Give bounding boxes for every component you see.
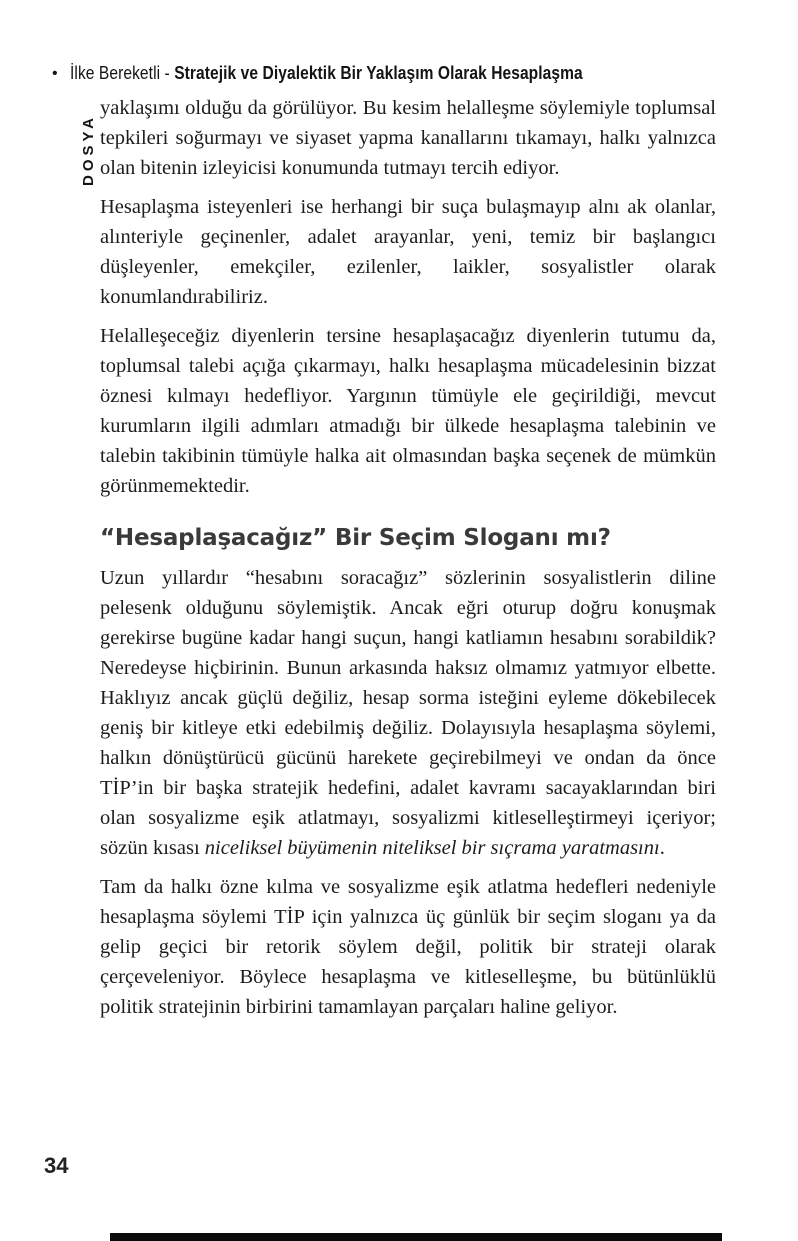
- paragraph: Tam da halkı özne kılma ve sosyalizme eşik atlatma hedefleri nedeniyle hesaplaşma söylemi TİP için yalnızca üç günlük bir seçim sloganı ya da gelip geçici bir retorik söylem değil, politik bir strateji olarak çerçeveleniyor. Böylece hesaplaşma ve kitleselleşme, bu bütünlüklü politik stratejinin birbirini tamamlayan parçaları haline geliyor.: [100, 876, 716, 1018]
- scan-edge-bar: [110, 1233, 722, 1241]
- paragraph: Hesaplaşma isteyenleri ise herhangi bir suça bulaşmayıp alnı ak olanlar, alınteriyle geçinenler, adalet arayanlar, yeni, temiz bir başlangıcı düşleyenler, emekçiler, ezilenler, laikler, sosyalistler olarak konumlandırabiliriz.: [100, 196, 716, 308]
- running-header-text: [70, 62, 583, 84]
- running-header: [52, 62, 680, 84]
- bullet-icon: •: [52, 65, 58, 82]
- paragraph-tail: .: [659, 837, 665, 859]
- section-side-label: DOSYA: [80, 114, 97, 186]
- header-author: İlke Bereketli -: [69, 62, 174, 83]
- paragraph-emphasis: niceliksel büyümenin niteliksel bir sıçrama yaratmasını: [204, 837, 660, 859]
- page-number: 34: [44, 1153, 69, 1178]
- paragraph: [100, 563, 716, 863]
- paragraph: Helalleşeceğiz diyenlerin tersine hesaplaşacağız diyenlerin tutumu da, toplumsal talebi açığa çıkarmayı, halkı hesaplaşma mücadelesinin bizzat öznesi kılmayı hedefliyor. Yargının tümüyle ele geçirildiği, mevcut kurumların ilgili adımları atmadığı bir ülkede hesaplaşma talebinin ve talebin takibinin tümüyle halka ait olmasından başka seçenek de mümkün görünmemektedir.: [100, 325, 716, 497]
- paragraph-lead: Uzun yıllardır “hesabını soracağız” sözlerinin sosyalistlerin diline pelesenk olduğunu söylemiştik. Ancak eğri oturup doğru konuşmak gerekirse bugüne kadar hangi suçun, hangi katliamın hesabını sorabildik? Neredeyse hiçbirinin. Bunun arkasında haksız olmamız yatmıyor elbette. Haklıyız ancak güçlü değiliz, hesap sorma isteğini eyleme dökebilecek geniş bir kitleye etki edebilmiş değiliz. Dolayısıyla hesaplaşma söylemi, halkın dönüştürücü gücünü harekete geçirebilmeyi ve ondan da önce TİP’in bir başka stratejik hedefini, adalet kavramı sacayaklarından biri olan sosyalizme eşik atlatmayı, sosyalizmi kitleselleştirmeyi içeriyor; sözün kısası: [100, 567, 716, 859]
- paragraph: yaklaşımı olduğu da görülüyor. Bu kesim helalleşme söylemiyle toplumsal tepkileri soğurmayı ve siyaset yapma kanallarını tıkamayı, halkı yalnızca olan bitenin izleyicisi konumunda tutmayı tercih ediyor.: [100, 97, 716, 179]
- section-heading: “Hesaplaşacağız” Bir Seçim Sloganı mı?: [100, 525, 611, 551]
- header-article-title: Stratejik ve Diyalektik Bir Yaklaşım Olarak Hesaplaşma: [173, 62, 583, 83]
- body-text-column: [100, 93, 716, 1022]
